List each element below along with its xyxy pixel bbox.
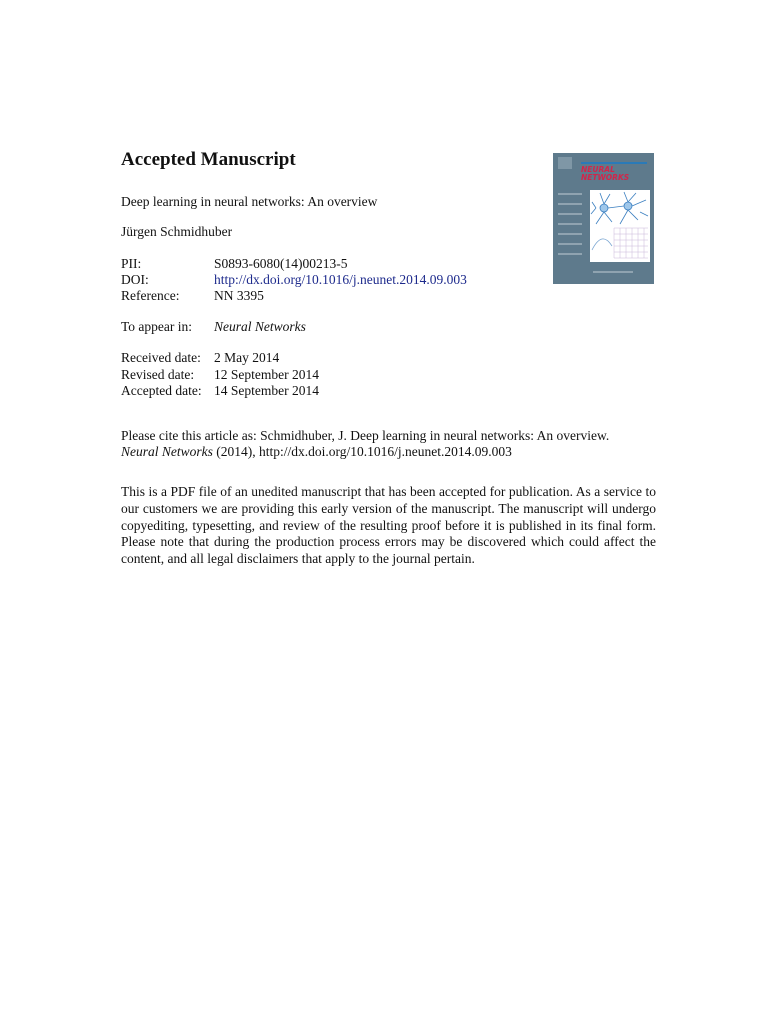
journal-name: Neural Networks	[214, 319, 306, 334]
citation-rest: (2014), http://dx.doi.org/10.1016/j.neunet.2014.09.003	[212, 444, 512, 459]
cover-side-line	[558, 213, 582, 215]
doi-label: DOI:	[121, 272, 149, 287]
appear-in-row	[121, 318, 306, 335]
revised-value: 12 September 2014	[214, 367, 319, 382]
citation-line-1: Please cite this article as: Schmidhuber, J. Deep learning in neural networks: An overview.	[121, 428, 610, 443]
pii-label: PII:	[121, 256, 142, 271]
article-title: Deep learning in neural networks: An overview	[121, 194, 378, 209]
doi-row	[121, 271, 467, 288]
cover-side-line	[558, 233, 582, 235]
author-name: Jürgen Schmidhuber	[121, 224, 233, 239]
citation-line-2	[121, 444, 512, 460]
accepted-label: Accepted date:	[121, 383, 202, 398]
accepted-row	[121, 382, 319, 399]
accepted-value: 14 September 2014	[214, 383, 319, 398]
reference-value: NN 3395	[214, 288, 264, 303]
appear-in-label: To appear in:	[121, 319, 193, 334]
received-row	[121, 349, 279, 366]
cover-title: NEURAL NETWORKS	[581, 165, 630, 182]
received-value: 2 May 2014	[214, 350, 280, 365]
cover-side-line	[558, 203, 582, 205]
cover-side-line	[558, 253, 582, 255]
cover-side-line	[558, 193, 582, 195]
cover-footer-line	[593, 271, 633, 273]
journal-cover-image	[553, 153, 654, 284]
citation-journal: Neural Networks	[121, 444, 213, 459]
received-label: Received date:	[121, 350, 201, 365]
pii-value: S0893-6080(14)00213-5	[214, 256, 348, 271]
page-title: Accepted Manuscript	[121, 149, 296, 170]
publisher-logo-icon	[558, 157, 572, 169]
doi-link[interactable]: http://dx.doi.org/10.1016/j.neunet.2014.09.003	[214, 272, 467, 287]
reference-label: Reference:	[121, 288, 180, 303]
pii-row	[121, 255, 348, 272]
revised-row	[121, 366, 319, 383]
revised-label: Revised date:	[121, 367, 195, 382]
reference-row	[121, 287, 264, 304]
cover-rule	[581, 162, 647, 164]
cover-illustration	[590, 190, 650, 262]
cover-side-line	[558, 243, 582, 245]
neuron-network-icon	[590, 190, 650, 262]
manuscript-notice: This is a PDF file of an unedited manuscript that has been accepted for publication. As a service to our customers we are providing this early version of the manuscript. The manuscript will undergo copyediting, typesetting, and review of the resulting proof before it is published in its final form. Please note that during the production process errors may be discovered which could affect the content, and all legal disclaimers that apply to the journal pertain.	[121, 484, 656, 567]
cover-side-line	[558, 223, 582, 225]
